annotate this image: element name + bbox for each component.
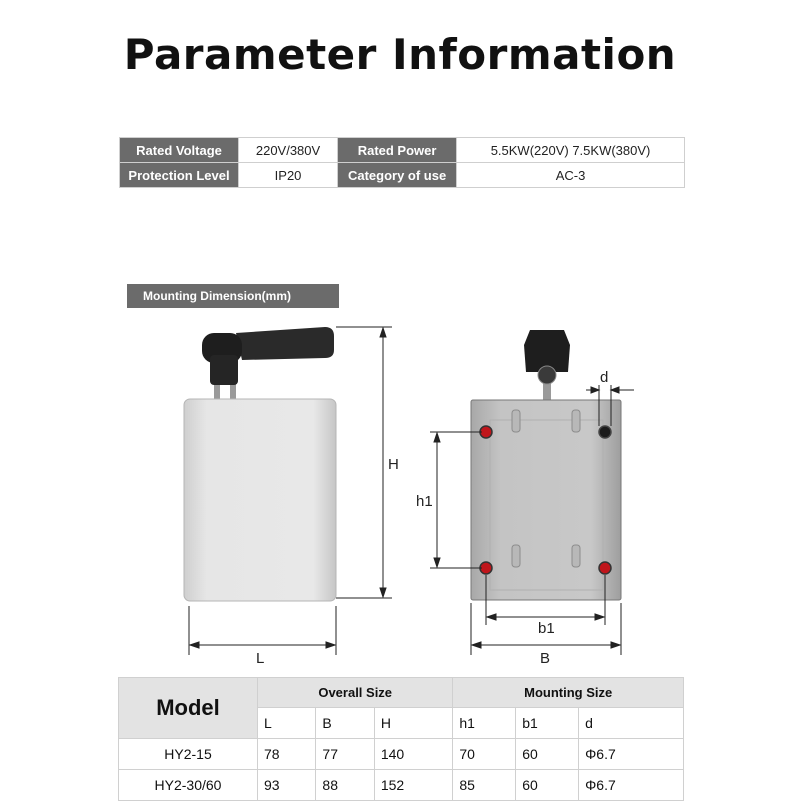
mounting-hole-red [599,562,611,574]
table-cell: 60 [516,770,579,801]
model-size-table [118,677,684,801]
mounting-hole-black [599,426,611,438]
column-header: b1 [516,708,579,739]
model-name: HY2-30/60 [119,770,258,801]
param-label: Rated Voltage [120,138,239,163]
table-cell: 78 [258,739,316,770]
dim-label-h1: h1 [416,493,433,510]
table-cell: Φ6.7 [579,739,684,770]
column-header: h1 [453,708,516,739]
table-cell: 152 [374,770,453,801]
table-cell: 77 [316,739,374,770]
param-value: IP20 [239,163,338,188]
model-name: HY2-15 [119,739,258,770]
table-row [119,739,684,770]
column-header: B [316,708,374,739]
param-value: 5.5KW(220V) 7.5KW(380V) [457,138,685,163]
table-cell: 140 [374,739,453,770]
table-cell: 70 [453,739,516,770]
column-header: d [579,708,684,739]
mounting-size-header: Mounting Size [453,678,684,708]
dim-label-B: B [540,650,551,667]
table-cell: 85 [453,770,516,801]
dim-label-b1: b1 [538,620,555,637]
column-header: L [258,708,316,739]
overall-size-header: Overall Size [258,678,453,708]
switch-front-view [184,327,336,601]
param-label: Protection Level [120,163,239,188]
table-row [119,770,684,801]
table-cell: 88 [316,770,374,801]
param-value: 220V/380V [239,138,338,163]
column-header: H [374,708,453,739]
mounting-dimension-title: Mounting Dimension(mm) [127,284,339,308]
dim-label-d: d [600,369,609,386]
table-cell: 60 [516,739,579,770]
table-cell: 93 [258,770,316,801]
model-header: Model [119,678,258,739]
switch-back-view [471,330,621,600]
param-label: Rated Power [338,138,457,163]
page-title: Parameter Information [123,30,677,79]
param-value: AC-3 [457,163,685,188]
dim-label-H: H [388,456,399,473]
table-cell: Φ6.7 [579,770,684,801]
dim-label-L: L [256,650,265,667]
param-label: Category of use [338,163,457,188]
table-header-row [119,678,684,708]
